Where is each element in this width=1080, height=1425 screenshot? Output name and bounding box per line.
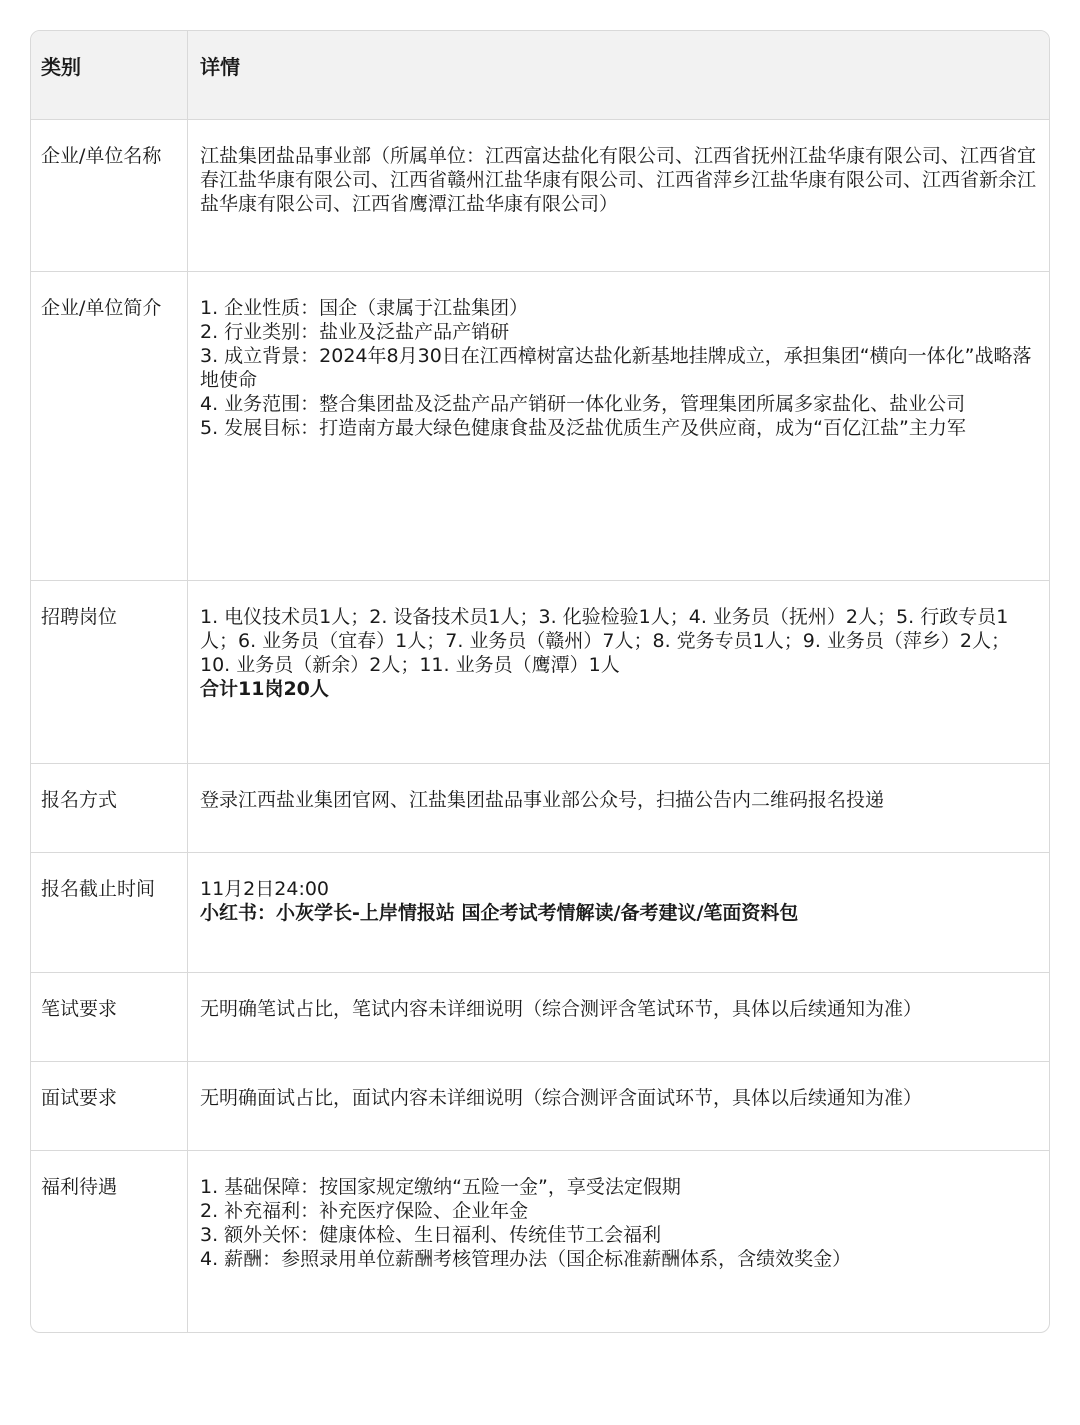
row-details xyxy=(188,973,1049,1061)
table-row xyxy=(31,272,1049,581)
table-row xyxy=(31,581,1049,764)
row-category: 招聘岗位 xyxy=(31,581,188,763)
row-category: 笔试要求 xyxy=(31,973,188,1061)
detail-line: 5. 发展目标：打造南方最大绿色健康食盐及泛盐优质生产及供应商，成为“百亿江盐”主力军 xyxy=(200,417,966,439)
row-category: 企业/单位简介 xyxy=(31,272,188,580)
row-details xyxy=(188,581,1049,763)
detail-line: 1. 基础保障：按国家规定缴纳“五险一金”，享受法定假期 xyxy=(200,1176,681,1198)
detail-line: 3. 额外关怀：健康体检、生日福利、传统佳节工会福利 xyxy=(200,1224,662,1246)
detail-line: 4. 业务范围：整合集团盐及泛盐产品产销研一体化业务，管理集团所属多家盐化、盐业公司 xyxy=(200,393,966,415)
detail-line: 2. 行业类别：盐业及泛盐产品产销研 xyxy=(200,321,510,343)
row-category: 报名截止时间 xyxy=(31,853,188,972)
promo-line: 小红书：小灰学长-上岸情报站 国企考试考情解读/备考建议/笔面资料包 xyxy=(200,902,799,924)
row-category: 面试要求 xyxy=(31,1062,188,1150)
row-details xyxy=(188,120,1049,271)
table-header xyxy=(31,31,1049,120)
detail-line: 1. 电仪技术员1人；2. 设备技术员1人；3. 化验检验1人；4. 业务员（抚州）2人；5. 行政专员1人；6. 业务员（宜春）1人；7. 业务员（赣州）7人；8. 党务专员1人；9. 业务员（萍乡）2人；10. 业务员（新余）2人；11. 业务员（鹰潭）1人 xyxy=(200,606,1011,676)
table-row xyxy=(31,1151,1049,1332)
table-row xyxy=(31,973,1049,1062)
detail-line: 2. 补充福利：补充医疗保险、企业年金 xyxy=(200,1200,529,1222)
detail-line: 无明确笔试占比，笔试内容未详细说明（综合测评含笔试环节，具体以后续通知为准） xyxy=(200,998,923,1020)
row-details xyxy=(188,1151,1049,1332)
total-summary: 合计11岗20人 xyxy=(200,678,329,700)
table-row xyxy=(31,853,1049,973)
table-row xyxy=(31,120,1049,272)
detail-line: 4. 薪酬：参照录用单位薪酬考核管理办法（国企标准薪酬体系，含绩效奖金） xyxy=(200,1248,852,1270)
row-category: 企业/单位名称 xyxy=(31,120,188,271)
row-category: 福利待遇 xyxy=(31,1151,188,1332)
table-row xyxy=(31,1062,1049,1151)
row-details xyxy=(188,764,1049,852)
detail-line: 1. 企业性质：国企（隶属于江盐集团） xyxy=(200,297,529,319)
row-details xyxy=(188,1062,1049,1150)
header-details: 详情 xyxy=(200,55,240,79)
detail-line: 江盐集团盐品事业部（所属单位：江西富达盐化有限公司、江西省抚州江盐华康有限公司、江西省宜春江盐华康有限公司、江西省赣州江盐华康有限公司、江西省萍乡江盐华康有限公司、江西省新余江盐华康有限公司、江西省鹰潭江盐华康有限公司） xyxy=(200,145,1037,215)
table-row xyxy=(31,764,1049,853)
info-table xyxy=(30,30,1050,1333)
row-details xyxy=(188,272,1049,580)
detail-line: 11月2日24:00 xyxy=(200,878,330,900)
detail-line: 3. 成立背景：2024年8月30日在江西樟树富达盐化新基地挂牌成立，承担集团“横向一体化”战略落地使命 xyxy=(200,345,1032,391)
header-category: 类别 xyxy=(31,31,188,119)
row-details xyxy=(188,853,1049,972)
detail-line: 登录江西盐业集团官网、江盐集团盐品事业部公众号，扫描公告内二维码报名投递 xyxy=(200,789,885,811)
row-category: 报名方式 xyxy=(31,764,188,852)
detail-line: 无明确面试占比，面试内容未详细说明（综合测评含面试环节，具体以后续通知为准） xyxy=(200,1087,923,1109)
